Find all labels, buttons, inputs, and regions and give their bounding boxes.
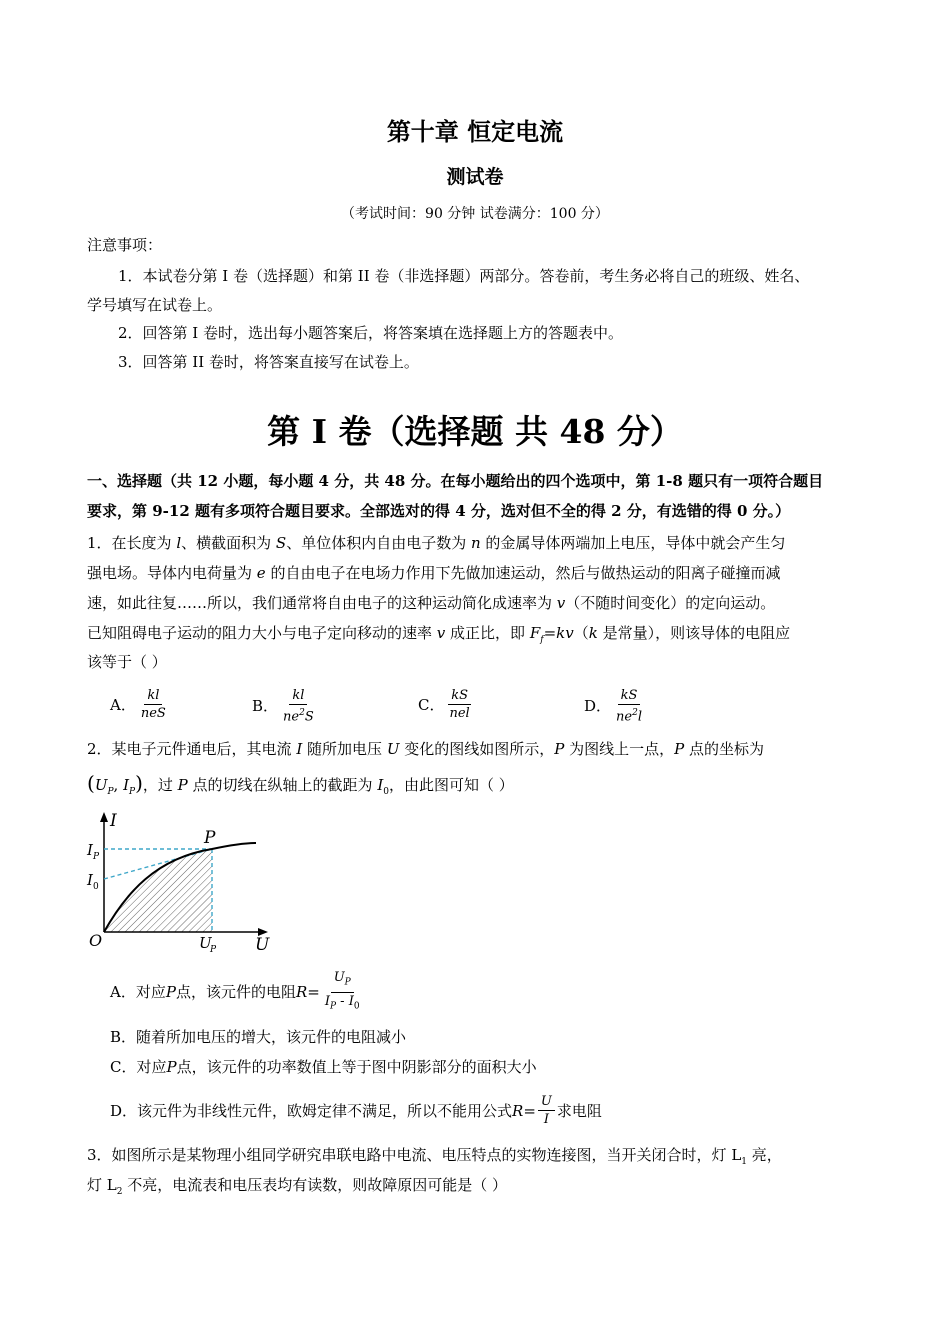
q1-line-2: 强电场。导体内电荷量为 e 的自由电子在电场力作用下先做加速运动，然后与做热运动的阳离子碰撞而减 xyxy=(87,564,781,582)
y-axis-arrow xyxy=(100,812,108,822)
note-2: 2．回答第 I 卷时，选出每小题答案后，将答案填在选择题上方的答题表中。 xyxy=(118,324,624,342)
q1-option-b[interactable]: B． $\frac{kl}{ne^2S}$ xyxy=(252,688,319,724)
q3-line-2: 灯 $L_2$ 不亮，电流表和电压表均有读数，则故障原因可能是（ ） xyxy=(87,1176,508,1197)
note-1-line-2: 学号填写在试卷上。 xyxy=(87,296,223,314)
exam-info: （考试时间：90 分钟 试卷满分：100 分） xyxy=(341,206,609,222)
q1-option-a-fraction: $\frac{kl}{\text{neS}}$ xyxy=(140,688,166,721)
up-label-sub: P xyxy=(210,945,217,955)
q2-line-1: 2．某电子元件通电后，其电流 I 随所加电压 U 变化的图线如图所示，P 为图线上一点，P 点的坐标为 xyxy=(87,740,764,758)
q2-option-a[interactable]: A．对应 P 点，该元件的电阻 R = $\frac{U_P}{I_P - I_0}$ xyxy=(110,970,365,1014)
q1-line-4: 已知阻碍电子运动的阻力大小与电子定向移动的速率 v 成正比，即 $F_f=kv(k$ 是常量），则该导体的电阻应 xyxy=(87,624,791,645)
q1-option-d-fraction: $\frac{kS}{ne^2l}$ xyxy=(616,688,643,725)
q1-line-1: 1．在长度为 l、横截面积为 S、单位体积内自由电子数为 n 的金属导体两端加上电压，导体中就会产生匀 xyxy=(87,534,786,552)
i0-label-sub: 0 xyxy=(93,882,99,892)
q1-line-3: 速，如此往复……所以，我们通常将自由电子的这种运动简化成速率为 v（不随时间变化）的定向运动。 xyxy=(87,594,776,612)
origin-label: O xyxy=(89,931,103,950)
note-1-line-1: 1．本试卷分第 I 卷（选择题）和第 II 卷（非选择题）两部分。答卷前，考生务必将自己的班级、姓名、 xyxy=(118,267,810,285)
ip-label-sub: P xyxy=(93,852,100,862)
q2-option-b[interactable]: B．随着所加电压的增大，该元件的电阻减小 xyxy=(110,1028,407,1046)
q2-line-2: ($U_P$, $I_P$)，过 P 点的切线在纵轴上的截距为 $I_0$，由此图可知（ ） xyxy=(87,771,514,797)
section-instructions-line-1: 一、选择题（共 12 小题，每小题 4 分，共 48 分。在每小题给出的四个选项中，第 1-8 题只有一项符合题目 xyxy=(87,472,824,490)
subtitle: 测试卷 xyxy=(446,166,504,188)
ip-label: I xyxy=(87,841,93,859)
iu-graph xyxy=(86,808,276,958)
section-title: 第 I 卷（选择题 共 48 分） xyxy=(267,412,683,451)
q2-option-d-fraction: $\frac{U}{I}$ xyxy=(538,1094,555,1127)
q1-option-c-fraction: $\frac{kS}{\text{nel}}$ xyxy=(449,688,470,721)
point-p-label: P xyxy=(204,828,216,848)
q3-line-1: 3．如图所示是某物理小组同学研究串联电路中电流、电压特点的实物连接图，当开关闭合时，灯 $L_1$ 亮， xyxy=(87,1146,782,1167)
chapter-title: 第十章 恒定电流 xyxy=(386,117,564,146)
section-instructions-line-2: 要求，第 9-12 题有多项符合题目要求。全部选对的得 4 分，选对但不全的得 2 分，有选错的得 0 分。） xyxy=(87,502,791,520)
q1-option-d[interactable]: D． $\frac{kS}{ne^2l}$ xyxy=(584,688,647,724)
note-3: 3．回答第 II 卷时，将答案直接写在试卷上。 xyxy=(118,353,419,371)
axis-label-u: U xyxy=(255,935,270,955)
q1-option-b-fraction: $\frac{kl}{ne^2S}$ xyxy=(283,688,314,725)
q2-option-a-fraction: $\frac{U_P}{I_P - I_0}$ xyxy=(324,970,360,1012)
axis-label-i: I xyxy=(110,811,117,831)
q1-option-a[interactable]: A． $\frac{kl}{\text{neS}}$ xyxy=(110,688,171,721)
notes-heading: 注意事项： xyxy=(87,236,163,254)
q1-option-c[interactable]: C． $\frac{kS}{\text{nel}}$ xyxy=(418,688,475,721)
q1-line-5: 该等于（ ） xyxy=(87,653,167,671)
up-label: U xyxy=(199,934,212,952)
q2-option-c[interactable]: C．对应 P 点，该元件的功率数值上等于图中阴影部分的面积大小 xyxy=(110,1058,537,1076)
i0-label: I xyxy=(87,871,93,889)
shaded-area xyxy=(104,849,212,932)
q2-option-d[interactable]: D．该元件为非线性元件，欧姆定律不满足，所以不能用公式 R = $\frac{U}{I}$ 求电阻 xyxy=(110,1094,602,1127)
